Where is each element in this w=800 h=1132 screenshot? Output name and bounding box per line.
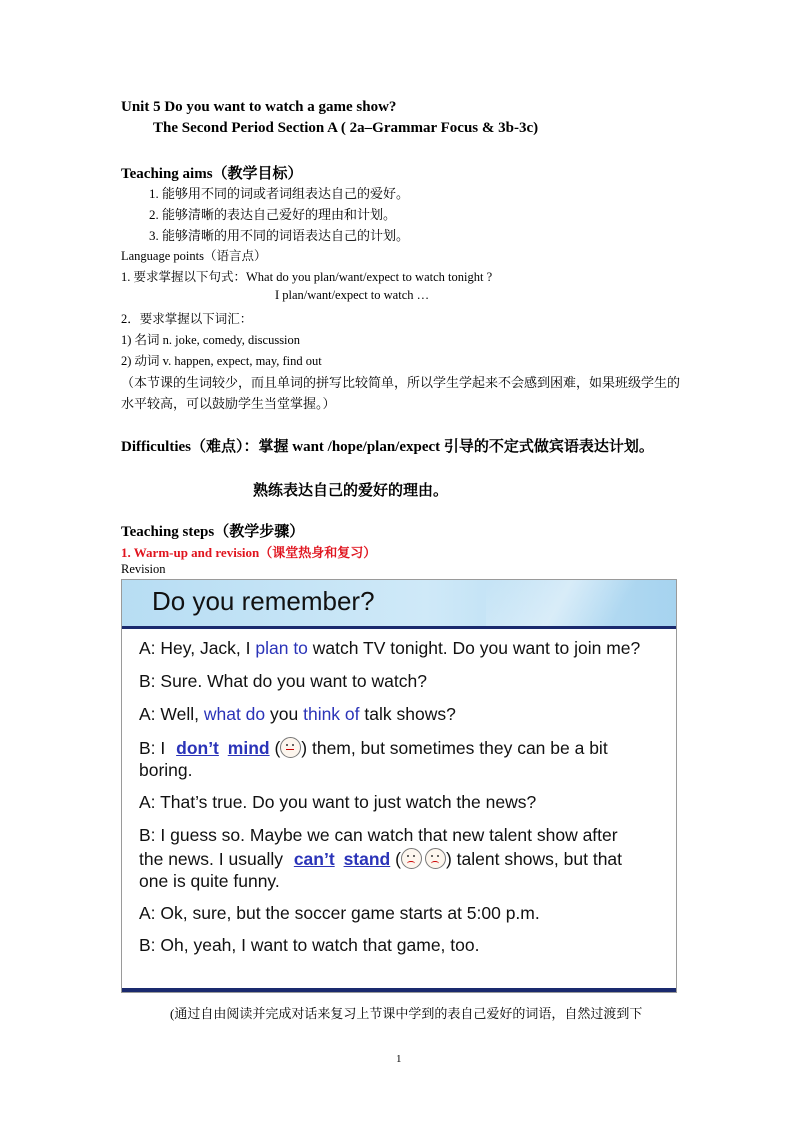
language-note: （本节课的生词较少，而且单词的拼写比较简单，所以学生学起来不会感到困难，如果班级学生的水平较高，可以鼓励学生当堂掌握。） <box>121 375 681 411</box>
highlight-what-do: what do <box>203 704 266 724</box>
text: ( <box>390 849 401 869</box>
vocab-nouns: 1) 名词 n. joke, comedy, discussion <box>121 333 301 347</box>
dialogue-line-5: A: That’s true. Do you want to just watch the news? <box>139 792 537 812</box>
text: watch TV tonight. Do you want to join me? <box>307 638 641 658</box>
revision-slide <box>121 579 677 993</box>
text: ) them, but sometimes they can be a bit <box>301 738 608 758</box>
aim-item-1: 1. 能够用不同的词或者词组表达自己的爱好。 <box>149 186 410 201</box>
page-number: 1 <box>396 1053 402 1065</box>
aim-item-3: 3. 能够清晰的用不同的词语表达自己的计划。 <box>149 228 410 243</box>
dialogue-line-2: B: Sure. What do you want to watch? <box>139 671 427 691</box>
text: A: Well, <box>139 704 204 724</box>
blank-answer-mind: mind <box>227 738 270 758</box>
dialogue-line-4 <box>139 737 608 759</box>
difficulties-line-1: Difficulties（难点）：掌握 want /hope/plan/expect 引导的不定式做宾语表达计划。 <box>121 439 654 455</box>
highlight-plan-to: plan to <box>255 638 308 658</box>
blank-answer-stand: stand <box>343 849 391 869</box>
slide-title-rule <box>122 626 676 629</box>
slide-title-shine <box>486 580 676 626</box>
dialogue-line-4b: boring. <box>139 760 193 780</box>
slide-explanation: (通过自由阅读并完成对话来复习上节课中学到的表自己爱好的词语，自然过渡到下 <box>170 1006 643 1021</box>
language-points-heading: Language points（语言点） <box>121 249 267 263</box>
sad-face-icon <box>425 848 446 869</box>
dialogue-line-6: B: I guess so. Maybe we can watch that new talent show after <box>139 825 618 845</box>
aims-heading: Teaching aims（教学目标） <box>121 166 303 182</box>
vocab-verbs: 2) 动词 v. happen, expect, may, find out <box>121 354 322 368</box>
text: the news. I usually <box>139 849 288 869</box>
step-1-title: 1. Warm-up and revision（课堂热身和复习） <box>121 545 377 560</box>
revision-label: Revision <box>121 562 166 576</box>
text: B: I <box>139 738 171 758</box>
slide-bottom-rule <box>122 988 676 992</box>
blank-answer-cant: can’t <box>293 849 335 869</box>
text: talk shows? <box>359 704 456 724</box>
dialogue-line-7: A: Ok, sure, but the soccer game starts at 5:00 p.m. <box>139 903 540 923</box>
sentence-pattern: 1. 要求掌握以下句式：What do you plan/want/expect to watch tonight ? <box>121 270 493 284</box>
difficulties-line-2: 熟练表达自己的爱好的理由。 <box>253 483 449 499</box>
text: ( <box>269 738 281 758</box>
dialogue-line-6b <box>139 848 622 870</box>
dialogue-line-1 <box>139 638 640 659</box>
period-title: The Second Period Section A ( 2a–Grammar Focus & 3b-3c) <box>153 120 539 136</box>
unit-title: Unit 5 Do you want to watch a game show? <box>121 99 397 115</box>
sentence-pattern-answer: I plan/want/expect to watch … <box>275 288 430 302</box>
dialogue-line-6c: one is quite funny. <box>139 871 280 891</box>
slide-heading: Do you remember? <box>152 586 375 616</box>
highlight-think-of: think of <box>303 704 360 724</box>
aim-item-2: 2. 能够清晰的表达自己爱好的理由和计划。 <box>149 207 397 222</box>
text: ) talent shows, but that <box>445 849 623 869</box>
text: A: Hey, Jack, I <box>139 638 256 658</box>
text: you <box>265 704 304 724</box>
neutral-face-icon <box>280 737 301 758</box>
dialogue-line-8: B: Oh, yeah, I want to watch that game, too. <box>139 935 480 955</box>
dialogue-line-3 <box>139 704 456 725</box>
blank-answer-dont: don’t <box>176 738 219 758</box>
steps-heading: Teaching steps（教学步骤） <box>121 524 305 540</box>
sad-face-icon <box>401 848 422 869</box>
vocab-heading: 2．要求掌握以下词汇： <box>121 312 253 326</box>
